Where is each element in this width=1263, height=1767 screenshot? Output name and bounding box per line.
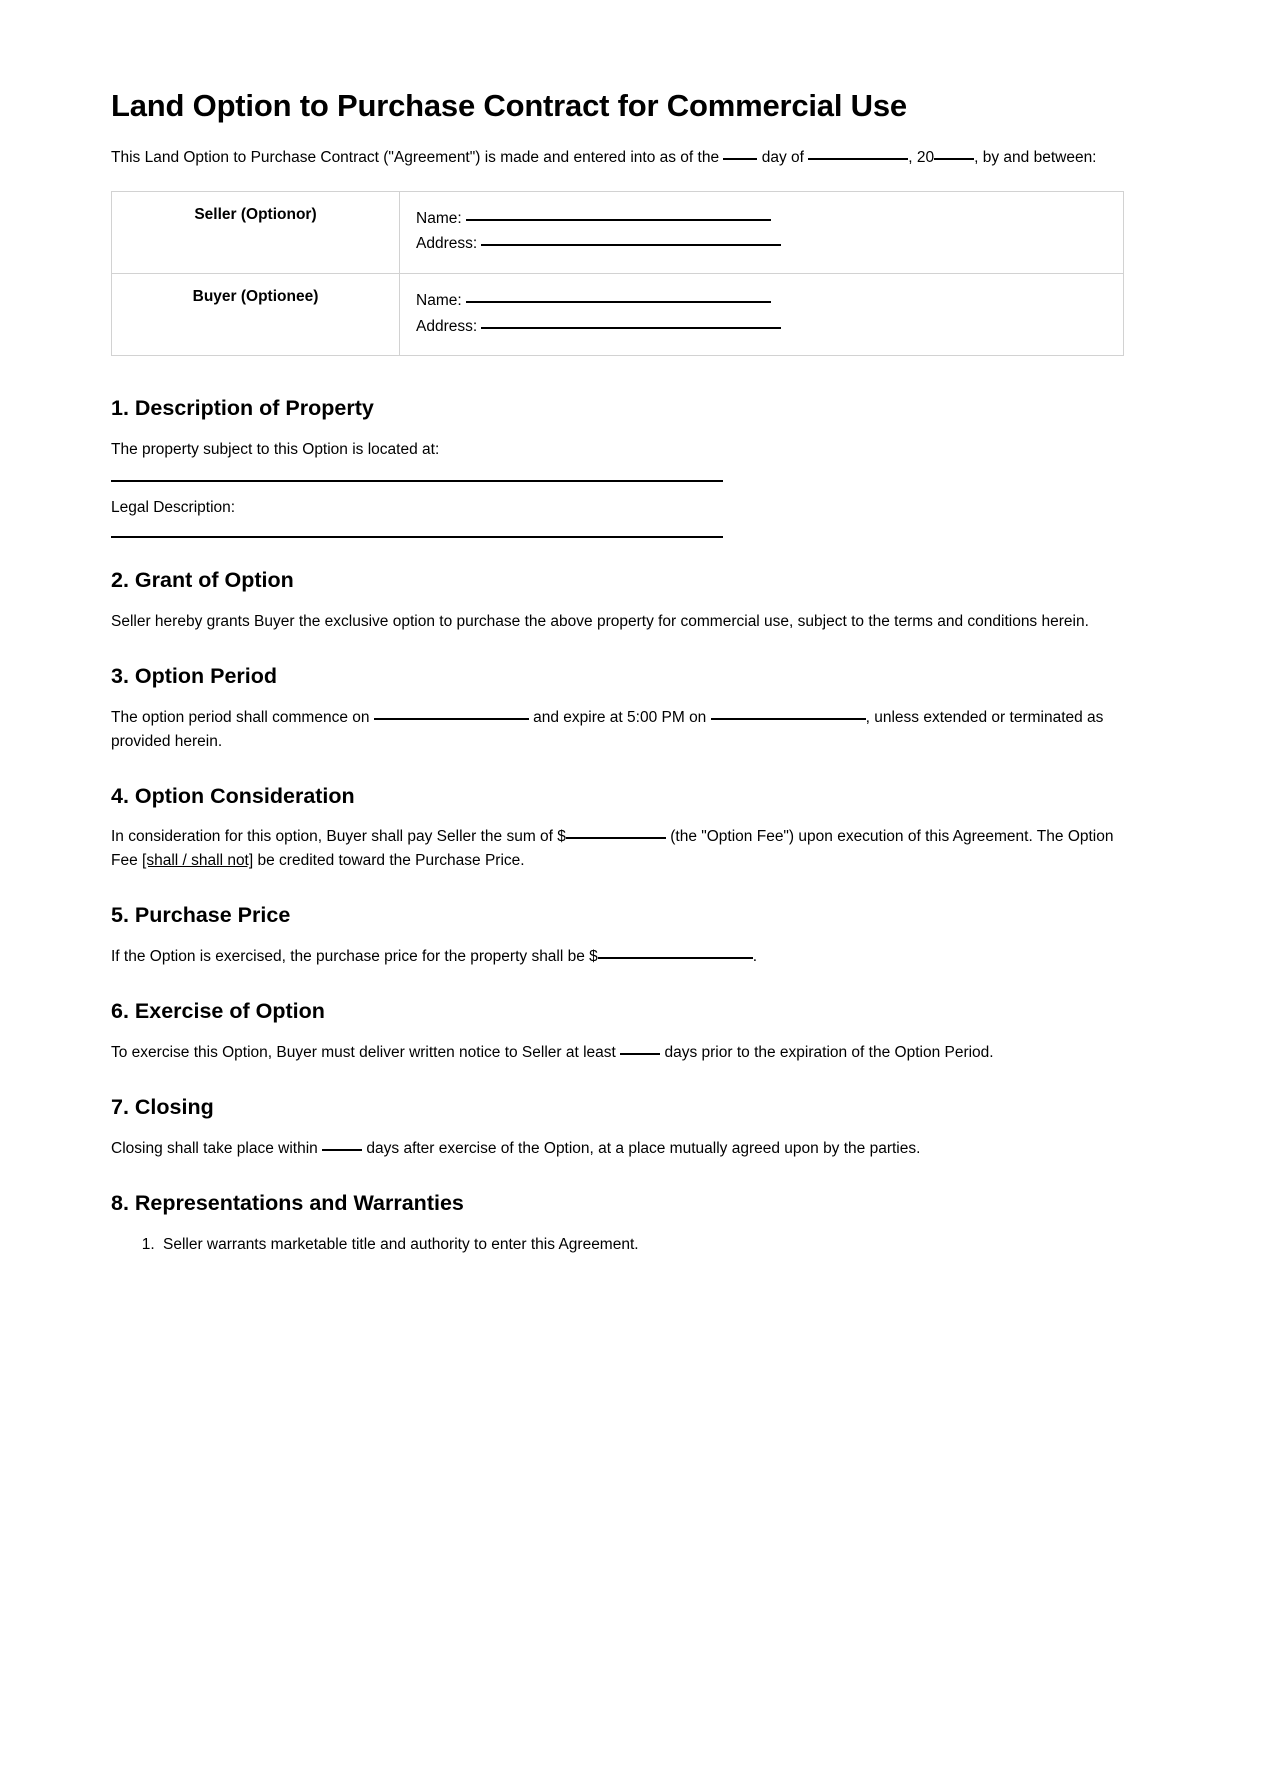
section-4-text-part2: (the "Option Fee") upon execution of this Agreement. The Option Fee xyxy=(111,828,1114,870)
intro-month-blank[interactable] xyxy=(808,158,908,160)
intro-paragraph xyxy=(111,146,1124,169)
section-6-body xyxy=(111,1041,1124,1065)
closing-days-blank[interactable] xyxy=(322,1149,362,1151)
section-3-text-part1: The option period shall commence on xyxy=(111,708,370,726)
section-5-text-part1: If the Option is exercised, the purchase price for the property shall be $ xyxy=(111,948,598,966)
document-content xyxy=(111,88,1124,1257)
seller-address-label: Address: xyxy=(416,235,478,253)
seller-address-row xyxy=(416,231,1107,257)
intro-day-blank[interactable] xyxy=(723,158,757,160)
buyer-address-row xyxy=(416,314,1107,340)
section-3-text-part2: and expire at 5:00 PM on xyxy=(533,708,707,726)
intro-year-blank[interactable] xyxy=(934,158,974,160)
purchase-price-blank[interactable] xyxy=(598,957,753,959)
section-heading-2: 2. Grant of Option xyxy=(111,567,294,592)
section-4-body xyxy=(111,825,1124,873)
section-5-text-part2: . xyxy=(752,948,758,966)
buyer-fields xyxy=(400,274,1124,356)
list-item: 1. Seller warrants marketable title and authority to enter this Agreement. xyxy=(159,1233,1124,1258)
seller-name-input[interactable] xyxy=(466,219,771,221)
option-expire-date-blank[interactable] xyxy=(711,718,866,720)
intro-text-part1: This Land Option to Purchase Contract ("Agreement") is made and entered into as of the xyxy=(111,148,720,166)
section-4-text-part3: be credited toward the Purchase Price. xyxy=(257,852,525,870)
section-7-body xyxy=(111,1137,1124,1161)
section-1-line-2: Legal Description: xyxy=(111,498,236,516)
seller-name-label: Name: xyxy=(416,209,462,227)
buyer-address-label: Address: xyxy=(416,317,478,335)
section-3-text-part3: , unless extended or terminated as provided herein. xyxy=(111,708,1104,750)
seller-label: Seller (Optionor) xyxy=(112,191,400,273)
seller-address-input[interactable] xyxy=(481,244,781,246)
intro-text-part2: day of xyxy=(761,148,804,166)
section-heading-5: 5. Purchase Price xyxy=(111,903,291,928)
section-5-body xyxy=(111,945,1124,969)
section-6-text-part1: To exercise this Option, Buyer must deliver written notice to Seller at least xyxy=(111,1044,616,1062)
parties-table xyxy=(111,191,1124,356)
intro-text-part3: , 20 xyxy=(908,148,935,166)
seller-name-row xyxy=(416,206,1107,232)
buyer-name-label: Name: xyxy=(416,292,462,310)
section-3-body xyxy=(111,706,1124,754)
buyer-address-input[interactable] xyxy=(481,327,781,329)
buyer-label: Buyer (Optionee) xyxy=(112,274,400,356)
seller-fields xyxy=(400,191,1124,273)
section-heading-7: 7. Closing xyxy=(111,1095,214,1120)
buyer-name-row xyxy=(416,288,1107,314)
table-row-buyer xyxy=(112,274,1124,356)
section-4-text-part1: In consideration for this option, Buyer shall pay Seller the sum of $ xyxy=(111,828,566,846)
section-1-line-1: The property subject to this Option is located at: xyxy=(111,440,440,458)
property-address-blank[interactable] xyxy=(111,480,723,482)
warranties-list xyxy=(111,1233,1124,1258)
option-commence-date-blank[interactable] xyxy=(374,718,529,720)
section-6-text-part2: days prior to the expiration of the Option Period. xyxy=(664,1044,994,1062)
option-fee-credit-choice[interactable]: [shall / shall not] xyxy=(142,852,254,870)
section-heading-8: 8. Representations and Warranties xyxy=(111,1190,464,1215)
option-fee-blank[interactable] xyxy=(566,837,666,839)
section-heading-4: 4. Option Consideration xyxy=(111,783,355,808)
table-row-seller xyxy=(112,191,1124,273)
section-7-text-part1: Closing shall take place within xyxy=(111,1139,318,1157)
section-heading-6: 6. Exercise of Option xyxy=(111,999,325,1024)
intro-text-part4: , by and between: xyxy=(974,148,1097,166)
exercise-notice-days-blank[interactable] xyxy=(620,1053,660,1055)
section-2-body: Seller hereby grants Buyer the exclusive option to purchase the above property for commercial use, subject to the terms and conditions herein. xyxy=(111,612,1089,630)
section-heading-3: 3. Option Period xyxy=(111,663,278,688)
section-7-text-part2: days after exercise of the Option, at a place mutually agreed upon by the parties. xyxy=(366,1139,921,1157)
section-heading-1: 1. Description of Property xyxy=(111,396,374,421)
buyer-name-input[interactable] xyxy=(466,301,771,303)
page-title: Land Option to Purchase Contract for Commercial Use xyxy=(111,88,907,123)
legal-description-blank[interactable] xyxy=(111,536,723,538)
